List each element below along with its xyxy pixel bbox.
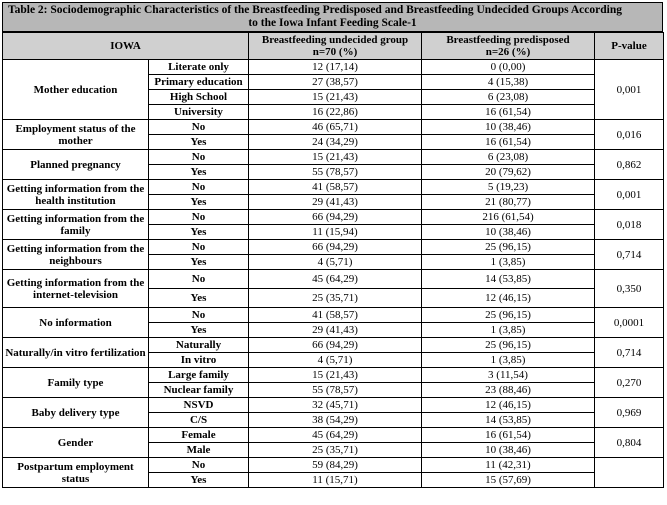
category-label: Large family [149, 368, 249, 383]
predisposed-value: 3 (11,54) [422, 368, 595, 383]
predisposed-value: 216 (61,54) [422, 210, 595, 225]
p-value: 0,001 [595, 60, 664, 120]
category-label: No [149, 458, 249, 473]
undecided-value: 4 (5,71) [249, 353, 422, 368]
table-row [3, 120, 664, 135]
table-row [3, 270, 664, 289]
undecided-value: 15 (21,43) [249, 90, 422, 105]
undecided-value: 29 (41,43) [249, 323, 422, 338]
predisposed-value: 16 (61,54) [422, 135, 595, 150]
category-label: No [149, 270, 249, 289]
category-label: Male [149, 443, 249, 458]
category-label: No [149, 180, 249, 195]
category-label: No [149, 308, 249, 323]
table-row [3, 398, 664, 413]
undecided-value: 11 (15,71) [249, 473, 422, 488]
predisposed-value: 15 (57,69) [422, 473, 595, 488]
category-label: Literate only [149, 60, 249, 75]
variable-label: No information [3, 308, 149, 338]
predisposed-value: 25 (96,15) [422, 308, 595, 323]
predisposed-value: 16 (61,54) [422, 105, 595, 120]
category-label: University [149, 105, 249, 120]
variable-label: Getting information from the health institution [3, 180, 149, 210]
predisposed-value: 14 (53,85) [422, 270, 595, 289]
predisposed-value: 12 (46,15) [422, 398, 595, 413]
header-iowa: IOWA [3, 33, 249, 60]
header-predisposed-title: Breastfeeding predisposed [446, 34, 570, 46]
predisposed-value: 10 (38,46) [422, 443, 595, 458]
category-label: No [149, 210, 249, 225]
variable-label: Naturally/in vitro fertilization [3, 338, 149, 368]
undecided-value: 15 (21,43) [249, 150, 422, 165]
undecided-value: 66 (94,29) [249, 338, 422, 353]
undecided-value: 55 (78,57) [249, 383, 422, 398]
undecided-value: 11 (15,94) [249, 225, 422, 240]
category-label: No [149, 240, 249, 255]
predisposed-value: 6 (23,08) [422, 90, 595, 105]
predisposed-value: 25 (96,15) [422, 240, 595, 255]
undecided-value: 16 (22,86) [249, 105, 422, 120]
p-value [595, 458, 664, 488]
header-undecided-title: Breastfeeding undecided group [261, 34, 409, 46]
category-label: Primary education [149, 75, 249, 90]
header-predisposed-n: n=26 (%) [485, 46, 531, 58]
table-caption [2, 2, 663, 32]
variable-label: Postpartum employment status [3, 458, 149, 488]
header-undecided-n: n=70 (%) [312, 46, 358, 58]
predisposed-value: 4 (15,38) [422, 75, 595, 90]
p-value: 0,0001 [595, 308, 664, 338]
table-row [3, 180, 664, 195]
table-row [3, 458, 664, 473]
category-label: No [149, 150, 249, 165]
caption-line-2: to the Iowa Infant Feeding Scale-1 [248, 17, 417, 29]
predisposed-value: 21 (80,77) [422, 195, 595, 210]
category-label: High School [149, 90, 249, 105]
category-label: C/S [149, 413, 249, 428]
p-value: 0,969 [595, 398, 664, 428]
predisposed-value: 20 (79,62) [422, 165, 595, 180]
p-value: 0,270 [595, 368, 664, 398]
undecided-value: 12 (17,14) [249, 60, 422, 75]
variable-label: Baby delivery type [3, 398, 149, 428]
variable-label: Family type [3, 368, 149, 398]
undecided-value: 29 (41,43) [249, 195, 422, 210]
header-row [3, 33, 664, 60]
predisposed-value: 6 (23,08) [422, 150, 595, 165]
undecided-value: 46 (65,71) [249, 120, 422, 135]
table-row [3, 308, 664, 323]
undecided-value: 25 (35,71) [249, 289, 422, 308]
undecided-value: 38 (54,29) [249, 413, 422, 428]
category-label: Yes [149, 473, 249, 488]
undecided-value: 41 (58,57) [249, 180, 422, 195]
variable-label: Getting information from the neighbours [3, 240, 149, 270]
predisposed-value: 14 (53,85) [422, 413, 595, 428]
table-row [3, 60, 664, 75]
category-label: Yes [149, 225, 249, 240]
table-row [3, 150, 664, 165]
variable-label: Planned pregnancy [3, 150, 149, 180]
predisposed-value: 25 (96,15) [422, 338, 595, 353]
variable-label: Getting information from the internet-television [3, 270, 149, 308]
category-label: Yes [149, 289, 249, 308]
p-value: 0,714 [595, 240, 664, 270]
undecided-value: 59 (84,29) [249, 458, 422, 473]
category-label: Yes [149, 135, 249, 150]
undecided-value: 15 (21,43) [249, 368, 422, 383]
predisposed-value: 1 (3,85) [422, 353, 595, 368]
undecided-value: 4 (5,71) [249, 255, 422, 270]
predisposed-value: 11 (42,31) [422, 458, 595, 473]
variable-label: Gender [3, 428, 149, 458]
undecided-value: 66 (94,29) [249, 210, 422, 225]
category-label: Yes [149, 195, 249, 210]
p-value: 0,714 [595, 338, 664, 368]
undecided-value: 66 (94,29) [249, 240, 422, 255]
header-predisposed [422, 33, 595, 60]
p-value: 0,862 [595, 150, 664, 180]
category-label: Yes [149, 255, 249, 270]
category-label: In vitro [149, 353, 249, 368]
category-label: Yes [149, 323, 249, 338]
predisposed-value: 23 (88,46) [422, 383, 595, 398]
undecided-value: 45 (64,29) [249, 428, 422, 443]
undecided-value: 25 (35,71) [249, 443, 422, 458]
table-row [3, 338, 664, 353]
p-value: 0,001 [595, 180, 664, 210]
table-row [3, 210, 664, 225]
predisposed-value: 12 (46,15) [422, 289, 595, 308]
variable-label: Mother education [3, 60, 149, 120]
undecided-value: 24 (34,29) [249, 135, 422, 150]
category-label: Nuclear family [149, 383, 249, 398]
table-body [3, 60, 664, 488]
predisposed-value: 1 (3,85) [422, 323, 595, 338]
p-value: 0,018 [595, 210, 664, 240]
category-label: Naturally [149, 338, 249, 353]
predisposed-value: 0 (0,00) [422, 60, 595, 75]
caption-line-1: Table 2: Sociodemographic Characteristics of the Breastfeeding Predisposed and Breastfeeding Undecided Groups According [8, 4, 622, 16]
header-undecided [249, 33, 422, 60]
variable-label: Employment status of the mother [3, 120, 149, 150]
sociodemographic-table [2, 32, 664, 488]
table-row [3, 428, 664, 443]
predisposed-value: 5 (19,23) [422, 180, 595, 195]
predisposed-value: 10 (38,46) [422, 120, 595, 135]
predisposed-value: 1 (3,85) [422, 255, 595, 270]
p-value: 0,804 [595, 428, 664, 458]
category-label: Yes [149, 165, 249, 180]
p-value: 0,016 [595, 120, 664, 150]
p-value: 0,350 [595, 270, 664, 308]
predisposed-value: 16 (61,54) [422, 428, 595, 443]
table-container [2, 2, 663, 502]
table-row [3, 240, 664, 255]
undecided-value: 55 (78,57) [249, 165, 422, 180]
header-pvalue: P-value [595, 33, 664, 60]
undecided-value: 32 (45,71) [249, 398, 422, 413]
predisposed-value: 10 (38,46) [422, 225, 595, 240]
variable-label: Getting information from the family [3, 210, 149, 240]
category-label: NSVD [149, 398, 249, 413]
undecided-value: 27 (38,57) [249, 75, 422, 90]
category-label: Female [149, 428, 249, 443]
undecided-value: 41 (58,57) [249, 308, 422, 323]
table-row [3, 368, 664, 383]
category-label: No [149, 120, 249, 135]
undecided-value: 45 (64,29) [249, 270, 422, 289]
